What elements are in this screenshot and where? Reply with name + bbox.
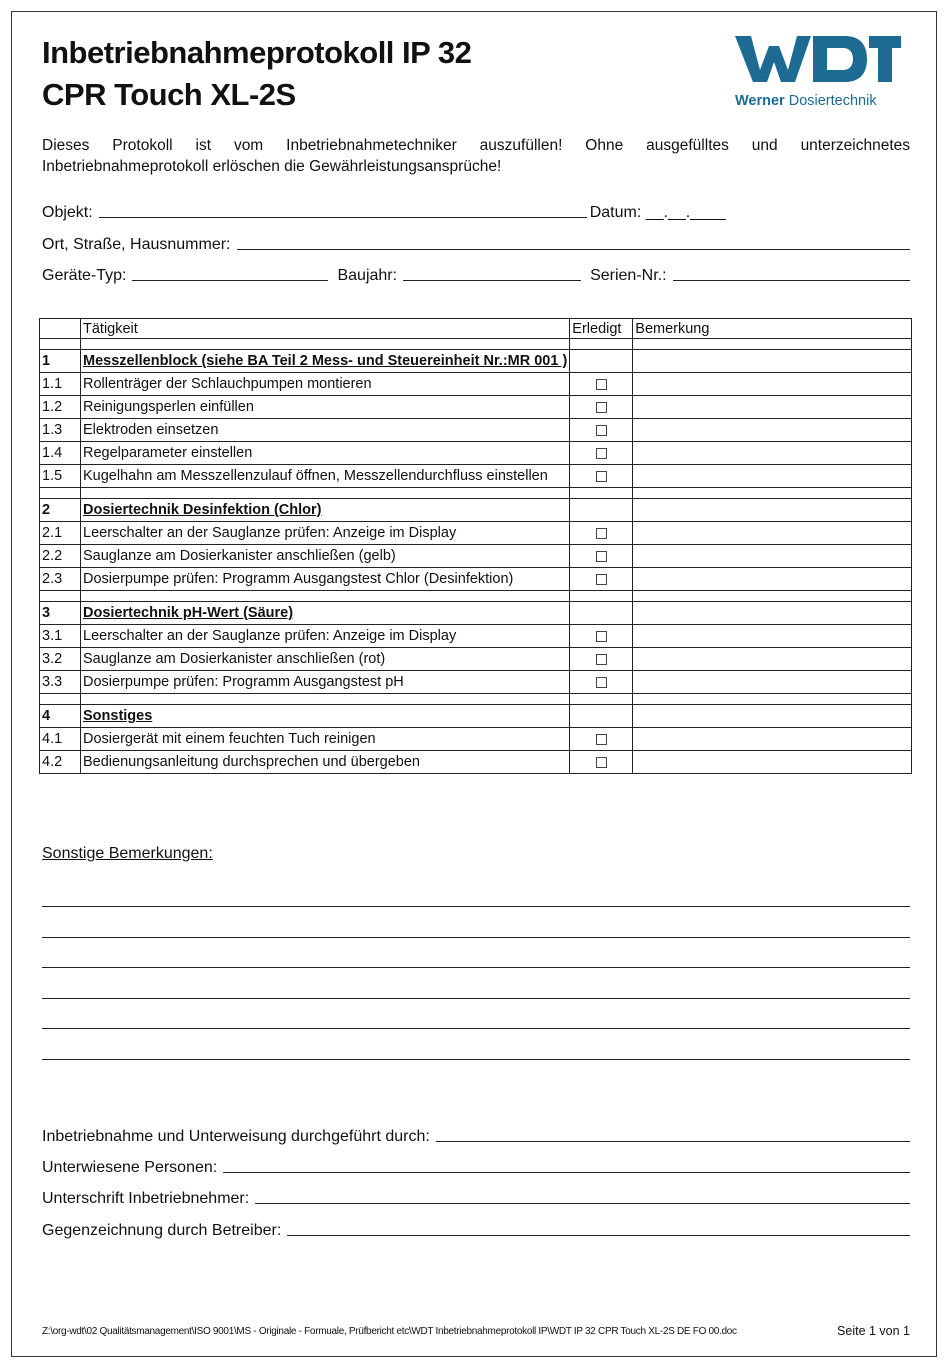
section-remark-cell xyxy=(633,499,912,522)
remarks-line[interactable] xyxy=(42,967,910,968)
item-number: 2.1 xyxy=(40,522,81,545)
header-num xyxy=(40,319,81,339)
item-done-cell xyxy=(570,568,633,591)
spacer-cell xyxy=(81,591,570,602)
spacer-cell xyxy=(81,488,570,499)
baujahr-label: Baujahr: xyxy=(337,267,398,284)
performed-by-label: Inbetriebnahme und Unterweisung durchgeführt durch: xyxy=(42,1128,430,1145)
field-row-performed-by xyxy=(42,1124,910,1146)
item-done-cell xyxy=(570,728,633,751)
table-row xyxy=(40,671,912,694)
table-row xyxy=(40,419,912,442)
item-remark-field[interactable] xyxy=(633,465,912,488)
item-activity: Dosiergerät mit einem feuchten Tuch reinigen xyxy=(81,728,570,751)
item-activity: Regelparameter einstellen xyxy=(81,442,570,465)
done-checkbox[interactable] xyxy=(596,448,607,459)
logo-tagline-rest: Dosiertechnik xyxy=(784,93,877,109)
item-number: 3.2 xyxy=(40,648,81,671)
item-remark-field[interactable] xyxy=(633,648,912,671)
item-remark-field[interactable] xyxy=(633,396,912,419)
item-done-cell xyxy=(570,522,633,545)
item-remark-field[interactable] xyxy=(633,671,912,694)
item-activity: Dosierpumpe prüfen: Programm Ausgangstest pH xyxy=(81,671,570,694)
page-number: Seite 1 von 1 xyxy=(837,1324,910,1338)
spacer-cell xyxy=(633,488,912,499)
table-row xyxy=(40,625,912,648)
item-remark-field[interactable] xyxy=(633,568,912,591)
table-row xyxy=(40,522,912,545)
instructed-label: Unterwiesene Personen: xyxy=(42,1159,218,1176)
item-done-cell xyxy=(570,396,633,419)
datum-label: Datum: __.__.____ xyxy=(589,204,726,221)
spacer-cell xyxy=(40,339,81,350)
section-number: 1 xyxy=(40,350,81,373)
footer-file-path: Z:\org-wdt\02 Qualitätsmanagement\ISO 9001\MS - Originale - Formuale, Prüfbericht etc\WDT Inbetriebnahmeprotokoll IP\WDT IP 32 CPR Touch XL-2S DE FO 00.doc xyxy=(42,1326,737,1337)
item-done-cell xyxy=(570,751,633,774)
field-row-countersign xyxy=(42,1218,910,1240)
table-header-row xyxy=(40,319,912,339)
spacer-cell xyxy=(40,488,81,499)
done-checkbox[interactable] xyxy=(596,379,607,390)
table-row xyxy=(40,396,912,419)
remarks-label: Sonstige Bemerkungen: xyxy=(42,845,213,862)
section-remark-cell xyxy=(633,602,912,625)
done-checkbox[interactable] xyxy=(596,528,607,539)
item-done-cell xyxy=(570,373,633,396)
instructed-field[interactable] xyxy=(223,1156,910,1173)
item-remark-field[interactable] xyxy=(633,442,912,465)
spacer-row xyxy=(40,339,912,350)
item-number: 4.1 xyxy=(40,728,81,751)
field-row-signature xyxy=(42,1186,910,1208)
item-done-cell xyxy=(570,648,633,671)
table-row xyxy=(40,465,912,488)
item-activity: Dosierpumpe prüfen: Programm Ausgangstest Chlor (Desinfektion) xyxy=(81,568,570,591)
section-done-cell xyxy=(570,602,633,625)
item-done-cell xyxy=(570,545,633,568)
section-remark-cell xyxy=(633,705,912,728)
seriennr-field[interactable] xyxy=(673,264,910,281)
task-table-body xyxy=(40,319,912,774)
item-remark-field[interactable] xyxy=(633,625,912,648)
ort-field[interactable] xyxy=(237,233,911,250)
objekt-label: Objekt: xyxy=(42,204,93,221)
done-checkbox[interactable] xyxy=(596,574,607,585)
item-remark-field[interactable] xyxy=(633,728,912,751)
done-checkbox[interactable] xyxy=(596,425,607,436)
done-checkbox[interactable] xyxy=(596,631,607,642)
item-activity: Elektroden einsetzen xyxy=(81,419,570,442)
done-checkbox[interactable] xyxy=(596,734,607,745)
spacer-cell xyxy=(633,339,912,350)
ort-label: Ort, Straße, Hausnummer: xyxy=(42,236,231,253)
item-remark-field[interactable] xyxy=(633,545,912,568)
item-remark-field[interactable] xyxy=(633,373,912,396)
item-activity: Bedienungsanleitung durchsprechen und übergeben xyxy=(81,751,570,774)
item-activity: Sauglanze am Dosierkanister anschließen (gelb) xyxy=(81,545,570,568)
spacer-cell xyxy=(570,488,633,499)
remarks-line[interactable] xyxy=(42,1059,910,1060)
spacer-cell xyxy=(570,591,633,602)
section-title: Dosiertechnik pH-Wert (Säure) xyxy=(81,602,570,625)
remarks-line[interactable] xyxy=(42,1028,910,1029)
section-done-cell xyxy=(570,499,633,522)
intro-text: Dieses Protokoll ist vom Inbetriebnahmetechniker auszufüllen! Ohne ausgefülltes und unterzeichnetes Inbetriebnahmeprotokoll erlöschen die Gewährleistungsansprüche! xyxy=(42,137,910,175)
done-checkbox[interactable] xyxy=(596,551,607,562)
done-checkbox[interactable] xyxy=(596,402,607,413)
baujahr-field[interactable] xyxy=(403,264,581,281)
spacer-row xyxy=(40,591,912,602)
section-row xyxy=(40,705,912,728)
item-activity: Kugelhahn am Messzellenzulauf öffnen, Messzellendurchfluss einstellen xyxy=(81,465,570,488)
item-number: 1.2 xyxy=(40,396,81,419)
logo-tagline xyxy=(735,93,877,109)
spacer-cell xyxy=(40,591,81,602)
spacer-cell xyxy=(570,694,633,705)
section-title: Messzellenblock (siehe BA Teil 2 Mess- und Steuereinheit Nr.:MR 001 ) xyxy=(81,350,570,373)
spacer-row xyxy=(40,488,912,499)
item-number: 4.2 xyxy=(40,751,81,774)
item-done-cell xyxy=(570,671,633,694)
spacer-cell xyxy=(40,694,81,705)
spacer-cell xyxy=(633,591,912,602)
item-number: 1.3 xyxy=(40,419,81,442)
item-activity: Leerschalter an der Sauglanze prüfen: Anzeige im Display xyxy=(81,522,570,545)
field-row-ort xyxy=(42,232,910,254)
done-checkbox[interactable] xyxy=(596,471,607,482)
item-remark-field[interactable] xyxy=(633,751,912,774)
countersign-label: Gegenzeichnung durch Betreiber: xyxy=(42,1222,282,1239)
item-number: 3.1 xyxy=(40,625,81,648)
table-row xyxy=(40,373,912,396)
spacer-cell xyxy=(570,339,633,350)
geraetetyp-field[interactable] xyxy=(132,264,328,281)
spacer-cell xyxy=(81,694,570,705)
field-row-geraet xyxy=(42,263,910,285)
logo-tagline-bold: Werner xyxy=(735,93,785,109)
table-row xyxy=(40,648,912,671)
section-done-cell xyxy=(570,350,633,373)
signature-label: Unterschrift Inbetriebnehmer: xyxy=(42,1190,250,1207)
seriennr-label: Serien-Nr.: xyxy=(590,267,667,284)
table-row xyxy=(40,751,912,774)
remarks-line[interactable] xyxy=(42,906,910,907)
done-checkbox[interactable] xyxy=(596,677,607,688)
remarks-line[interactable] xyxy=(42,937,910,938)
spacer-cell xyxy=(81,339,570,350)
section-title: Dosiertechnik Desinfektion (Chlor) xyxy=(81,499,570,522)
field-row-instructed xyxy=(42,1155,910,1177)
task-table xyxy=(39,318,912,774)
item-remark-field[interactable] xyxy=(633,419,912,442)
item-activity: Rollenträger der Schlauchpumpen montieren xyxy=(81,373,570,396)
item-number: 3.3 xyxy=(40,671,81,694)
document-title xyxy=(42,32,471,116)
section-number: 2 xyxy=(40,499,81,522)
signature-field[interactable] xyxy=(255,1187,910,1204)
spacer-row xyxy=(40,694,912,705)
spacer-cell xyxy=(633,694,912,705)
table-row xyxy=(40,545,912,568)
item-number: 1.4 xyxy=(40,442,81,465)
item-done-cell xyxy=(570,465,633,488)
section-done-cell xyxy=(570,705,633,728)
header-done: Erledigt xyxy=(570,319,633,339)
geraetetyp-label: Geräte-Typ: xyxy=(42,267,127,284)
item-number: 1.1 xyxy=(40,373,81,396)
done-checkbox[interactable] xyxy=(596,654,607,665)
item-number: 2.2 xyxy=(40,545,81,568)
objekt-field[interactable] xyxy=(99,201,587,218)
item-activity: Reinigungsperlen einfüllen xyxy=(81,396,570,419)
section-number: 4 xyxy=(40,705,81,728)
title-line-1: Inbetriebnahmeprotokoll IP 32 xyxy=(42,35,472,70)
table-row xyxy=(40,568,912,591)
field-row-objekt xyxy=(42,200,910,222)
done-checkbox[interactable] xyxy=(596,757,607,768)
header-activity: Tätigkeit xyxy=(81,319,570,339)
item-activity: Sauglanze am Dosierkanister anschließen (rot) xyxy=(81,648,570,671)
item-remark-field[interactable] xyxy=(633,522,912,545)
table-row xyxy=(40,442,912,465)
item-number: 1.5 xyxy=(40,465,81,488)
remarks-line[interactable] xyxy=(42,998,910,999)
header-remark: Bemerkung xyxy=(633,319,912,339)
item-activity: Leerschalter an der Sauglanze prüfen: Anzeige im Display xyxy=(81,625,570,648)
item-done-cell xyxy=(570,419,633,442)
item-done-cell xyxy=(570,625,633,648)
countersign-field[interactable] xyxy=(287,1219,910,1236)
section-number: 3 xyxy=(40,602,81,625)
section-remark-cell xyxy=(633,350,912,373)
item-number: 2.3 xyxy=(40,568,81,591)
table-row xyxy=(40,728,912,751)
title-line-2: CPR Touch XL-2S xyxy=(42,77,296,112)
section-title: Sonstiges xyxy=(81,705,570,728)
performed-by-field[interactable] xyxy=(436,1125,910,1142)
item-done-cell xyxy=(570,442,633,465)
section-row xyxy=(40,350,912,373)
section-row xyxy=(40,499,912,522)
section-row xyxy=(40,602,912,625)
